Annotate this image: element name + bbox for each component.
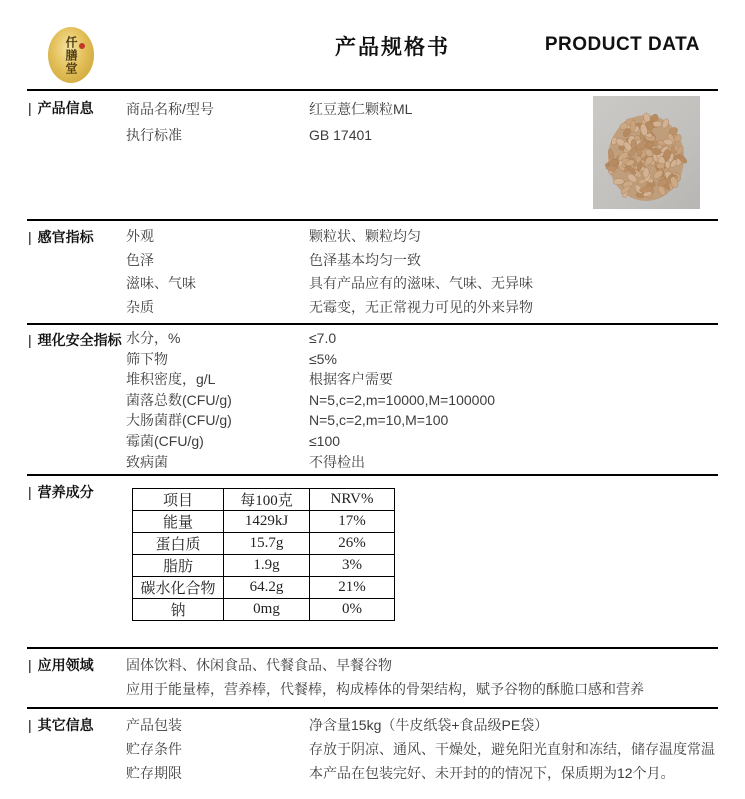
spec-label: 执行标准 xyxy=(126,127,182,143)
spec-label: 贮存条件 xyxy=(126,741,182,757)
nutrition-cell: 碳水化合物 xyxy=(133,577,224,599)
section-title xyxy=(28,330,122,350)
spec-label: 杂质 xyxy=(126,298,154,315)
nutrition-row xyxy=(133,577,395,599)
nutrition-cell: 脂肪 xyxy=(133,555,224,577)
spec-value: 存放于阴凉、通风、干燥处，避免阳光直射和冻结，储存温度常温 xyxy=(309,741,715,757)
spec-value: 本产品在包装完好、未开封的的情况下，保质期为12个月。 xyxy=(309,765,675,781)
nutrition-cell: 3% xyxy=(310,555,395,577)
nutrition-header-row xyxy=(133,489,395,511)
spec-value: 具有产品应有的滋味、气味、无异味 xyxy=(309,275,533,291)
spec-row xyxy=(126,452,718,473)
application-line: 固体饮料、休闲食品、代餐食品、早餐谷物 xyxy=(126,657,392,673)
section-marker: | xyxy=(28,100,32,116)
nutrition-cell: 17% xyxy=(310,511,395,533)
spec-row xyxy=(126,296,718,320)
nutrition-cell: 1.9g xyxy=(224,555,310,577)
spec-value: 根据客户需要 xyxy=(309,371,393,388)
nutrition-table xyxy=(132,488,395,621)
spec-label: 堆积密度，g/L xyxy=(126,371,216,388)
section-title-text: 理化安全指标 xyxy=(37,332,122,348)
spec-label: 贮存期限 xyxy=(126,765,182,781)
section-product-info xyxy=(27,89,718,219)
nutrition-row xyxy=(133,555,395,577)
spec-row xyxy=(126,431,718,452)
product-photo xyxy=(593,96,700,209)
section-marker: | xyxy=(28,484,32,500)
spec-label: 色泽 xyxy=(126,251,154,268)
section-other-info xyxy=(27,707,718,799)
spec-row xyxy=(126,410,718,431)
section-title xyxy=(28,98,94,118)
spec-label: 大肠菌群(CFU/g) xyxy=(126,412,232,429)
brand-logo-text: 仟膳堂 xyxy=(64,35,78,75)
spec-row xyxy=(126,249,718,273)
section-title xyxy=(28,655,94,675)
nutrition-cell: 1429kJ xyxy=(224,511,310,533)
spec-value: 无霉变，无正常视力可见的外来异物 xyxy=(309,298,533,315)
document-header xyxy=(27,0,718,89)
spec-label: 外观 xyxy=(126,228,154,244)
spec-label: 产品包装 xyxy=(126,717,182,733)
nutrition-cell: 26% xyxy=(310,533,395,555)
section-title xyxy=(28,482,94,502)
spec-value: GB 17401 xyxy=(309,127,373,143)
spec-value: 不得检出 xyxy=(309,453,365,470)
section-title-text: 其它信息 xyxy=(37,717,94,733)
spec-row xyxy=(126,713,718,737)
spec-value: ≤100 xyxy=(309,432,341,449)
brand-logo-seal-icon xyxy=(79,43,85,49)
spec-value: N=5,c=2,m=10000,M=100000 xyxy=(309,391,496,408)
spec-value: 红豆薏仁颗粒ML xyxy=(309,101,413,117)
spec-row xyxy=(126,225,718,249)
section-application xyxy=(27,647,718,707)
nutrition-row xyxy=(133,511,395,533)
spec-value: 色泽基本均匀一致 xyxy=(309,251,421,268)
nutrition-cell: 0% xyxy=(310,599,395,621)
section-marker: | xyxy=(28,657,32,673)
section-title xyxy=(28,227,94,247)
nutrition-row xyxy=(133,533,395,555)
section-marker: | xyxy=(28,229,32,245)
section-nutrition xyxy=(27,474,718,647)
spec-label: 筛下物 xyxy=(126,350,168,367)
spec-row xyxy=(126,737,718,761)
spec-label: 菌落总数(CFU/g) xyxy=(126,391,232,408)
spec-row xyxy=(126,272,718,296)
nutrition-header-cell: NRV% xyxy=(310,489,395,511)
brand-logo xyxy=(48,27,94,83)
spec-row xyxy=(126,390,718,411)
spec-row xyxy=(126,328,718,349)
nutrition-cell: 15.7g xyxy=(224,533,310,555)
section-title xyxy=(28,715,94,735)
nutrition-cell: 0mg xyxy=(224,599,310,621)
spec-row xyxy=(126,761,718,785)
spec-value: ≤7.0 xyxy=(309,330,337,346)
section-title-text: 营养成分 xyxy=(37,484,94,500)
nutrition-header-cell: 每100克 xyxy=(224,489,310,511)
section-marker: | xyxy=(28,332,32,348)
application-line: 应用于能量棒，营养棒，代餐棒，构成棒体的骨架结构，赋予谷物的酥脆口感和营养 xyxy=(126,681,644,697)
nutrition-cell: 能量 xyxy=(133,511,224,533)
spec-value: 颗粒状、颗粒均匀 xyxy=(309,228,421,244)
section-marker: | xyxy=(28,717,32,733)
spec-value: ≤5% xyxy=(309,350,337,367)
spec-value: N=5,c=2,m=10,M=100 xyxy=(309,412,449,429)
granules-illustration xyxy=(593,96,700,209)
section-title-text: 感官指标 xyxy=(37,229,94,245)
section-title-text: 产品信息 xyxy=(37,100,94,116)
nutrition-cell: 蛋白质 xyxy=(133,533,224,555)
document-title-chinese: 产品规格书 xyxy=(335,36,450,59)
document-title-english: PRODUCT DATA xyxy=(544,34,700,55)
spec-row xyxy=(126,349,718,370)
section-sensory xyxy=(27,219,718,323)
nutrition-cell: 64.2g xyxy=(224,577,310,599)
spec-row xyxy=(126,369,718,390)
spec-label: 商品名称/型号 xyxy=(126,101,214,117)
spec-label: 水分，% xyxy=(126,330,181,346)
spec-value: 净含量15kg（牛皮纸袋+食品级PE袋） xyxy=(309,717,549,733)
section-physical-safety xyxy=(27,323,718,474)
nutrition-cell: 钠 xyxy=(133,599,224,621)
nutrition-row xyxy=(133,599,395,621)
spec-label: 滋味、气味 xyxy=(126,275,196,291)
section-title-text: 应用领域 xyxy=(37,657,94,673)
spec-label: 致病菌 xyxy=(126,453,168,470)
nutrition-cell: 21% xyxy=(310,577,395,599)
nutrition-header-cell: 项目 xyxy=(133,489,224,511)
spec-label: 霉菌(CFU/g) xyxy=(126,432,204,449)
